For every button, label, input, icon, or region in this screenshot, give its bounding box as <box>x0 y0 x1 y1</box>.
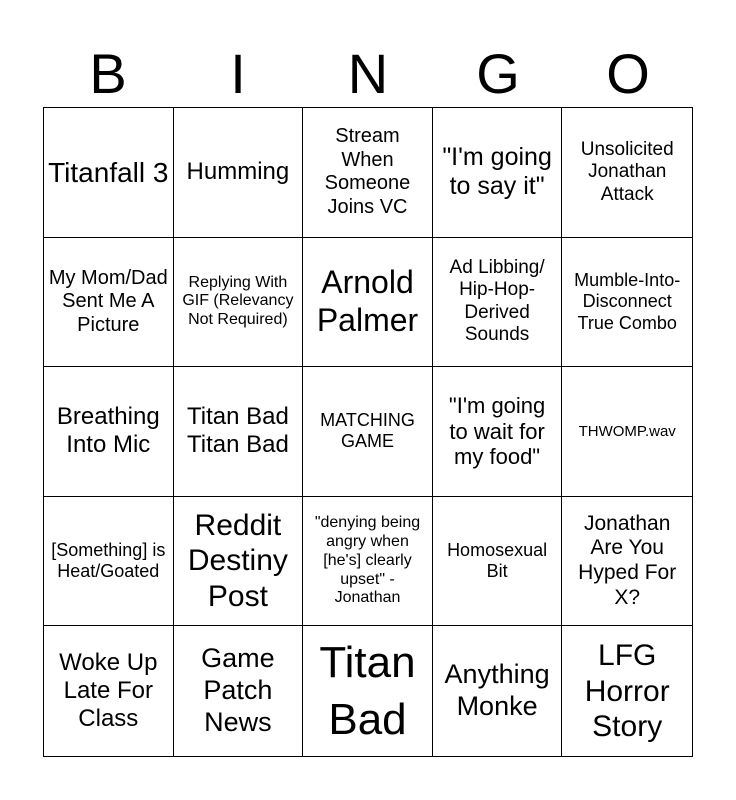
bingo-cell[interactable]: Jonathan Are You Hyped For X? <box>562 497 692 627</box>
bingo-cell[interactable]: Ad Libbing/ Hip-Hop-Derived Sounds <box>433 238 563 368</box>
bingo-cell[interactable]: Unsolicited Jonathan Attack <box>562 108 692 238</box>
bingo-cell[interactable]: My Mom/Dad Sent Me A Picture <box>44 238 174 368</box>
header-letter-i: I <box>230 42 246 105</box>
bingo-cell[interactable]: Titanfall 3 <box>44 108 174 238</box>
header-letter-b: B <box>89 42 127 105</box>
bingo-cell[interactable]: Replying With GIF (Relevancy Not Required) <box>174 238 304 368</box>
bingo-cell[interactable]: Woke Up Late For Class <box>44 626 174 756</box>
bingo-cell[interactable]: Mumble-Into-Disconnect True Combo <box>562 238 692 368</box>
bingo-cell[interactable]: "denying being angry when [he's] clearly upset" - Jonathan <box>303 497 433 627</box>
bingo-cell[interactable]: Game Patch News <box>174 626 304 756</box>
bingo-cell[interactable]: "I'm going to wait for my food" <box>433 367 563 497</box>
bingo-board <box>43 107 693 757</box>
header-letter-g: G <box>476 42 520 105</box>
bingo-cell[interactable]: THWOMP.wav <box>562 367 692 497</box>
header-letter-o: O <box>606 42 650 105</box>
bingo-cell[interactable]: Anything Monke <box>433 626 563 756</box>
bingo-cell[interactable]: Humming <box>174 108 304 238</box>
bingo-cell[interactable]: Reddit Destiny Post <box>174 497 304 627</box>
bingo-cell[interactable]: Titan Bad Titan Bad <box>174 367 304 497</box>
bingo-cell[interactable]: Breathing Into Mic <box>44 367 174 497</box>
bingo-cell[interactable]: LFG Horror Story <box>584 639 670 743</box>
bingo-header <box>43 40 693 108</box>
bingo-cell[interactable]: MATCHING GAME <box>303 367 433 497</box>
bingo-cell[interactable]: Homosexual Bit <box>433 497 563 627</box>
bingo-cell[interactable]: "I'm going to say it" <box>433 108 563 238</box>
header-letter-n: N <box>347 42 389 105</box>
bingo-cell[interactable]: Titan Bad <box>303 626 433 756</box>
bingo-cell[interactable]: [Something] is Heat/Goated <box>44 497 174 627</box>
bingo-cell[interactable]: Stream When Someone Joins VC <box>303 108 433 238</box>
bingo-cell[interactable]: Arnold Palmer <box>303 238 433 368</box>
